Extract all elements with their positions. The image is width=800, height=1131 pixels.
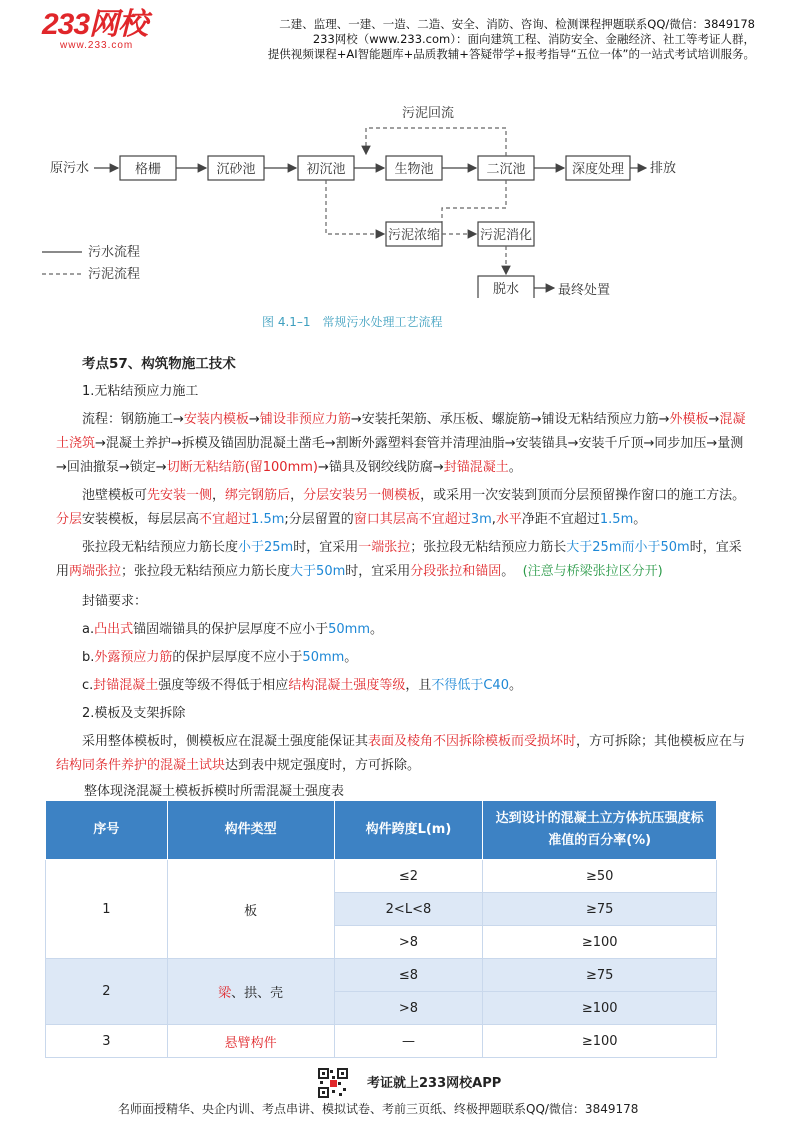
page-header	[0, 0, 800, 70]
logo-url: www.233.com	[60, 40, 134, 51]
cell-percent: ≥100	[483, 926, 717, 959]
flow-text-bio: 生物池	[394, 161, 434, 176]
cell-no: 3	[46, 1025, 168, 1058]
strength-table	[45, 800, 717, 1058]
cell-span: >8	[334, 926, 483, 959]
flow-text-screen: 格栅	[134, 161, 162, 176]
flow-label-source: 原污水	[50, 160, 90, 175]
cell-percent: ≥100	[483, 992, 717, 1025]
cell-percent: ≥50	[483, 860, 717, 893]
legend-sewage-label: 污水流程	[88, 244, 141, 259]
flow-label-final: 最终处置	[558, 282, 611, 297]
header-service-line: 提供视频课程+AI智能题库+品质教辅+答疑带学+报考指导“五位一体”的一站式考试培训服务。	[267, 47, 755, 61]
flow-text-advanced: 深度处理	[571, 161, 625, 176]
sewage-process-flowchart	[40, 98, 730, 298]
cell-percent: ≥100	[483, 1025, 717, 1058]
flow-text-thicken: 污泥浓缩	[387, 227, 441, 242]
cell-type: 板	[167, 860, 334, 959]
cell-type: 梁、拱、壳	[167, 959, 334, 1025]
cell-span: ≤8	[334, 959, 483, 992]
header-contact-line: 二建、监理、一建、一造、二造、安全、消防、咨询、检测课程押题联系QQ/微信：3849178	[279, 17, 755, 31]
logo	[42, 10, 147, 51]
anchor-item-b: b.外露预应力筋的保护层厚度不应小于50mm。	[82, 650, 358, 665]
cell-span: 2<L<8	[334, 893, 483, 926]
anchor-title: 封锚要求：	[82, 594, 148, 609]
table-row	[46, 1025, 717, 1058]
flow-text-dewater: 脱水	[492, 281, 520, 296]
process-paragraph: 流程：钢筋施工→安装内模板→铺设非预应力筋→安装托架筋、承压板、螺旋筋→铺设无粘结预应力筋→外模板→混凝土浇筑→混凝土养护→拆模及锚固肋混凝土凿毛→割断外露塑料套管并清理油脂→安装锚具→安装千斤顶→同步加压→量测→回油撤泵→锁定→切断无粘结筋(留100mm)→锚具及钢绞线防腐→封锚混凝土。	[56, 412, 746, 475]
flow-label-discharge: 排放	[650, 160, 677, 175]
table-row	[46, 860, 717, 893]
col-header-no: 序号	[46, 801, 168, 860]
anchor-item-a: a.凸出式锚固端锚具的保护层厚度不应小于50mm。	[82, 622, 384, 637]
flow-text-digest: 污泥消化	[479, 227, 533, 242]
table-row	[46, 959, 717, 992]
cell-percent: ≥75	[483, 893, 717, 926]
figure-caption: 图 4.1–1 常规污水处理工艺流程	[262, 315, 443, 329]
table-caption: 整体现浇混凝土模板拆模时所需混凝土强度表	[84, 784, 345, 799]
flow-text-grit: 沉砂池	[216, 161, 256, 176]
cell-no: 2	[46, 959, 168, 1025]
col-header-type: 构件类型	[167, 801, 334, 860]
removal-paragraph: 采用整体模板时，侧模板应在混凝土强度能保证其表面及棱角不因拆除模板而受损坏时，方可拆除；其他模板应在与结构同条件养护的混凝土试块达到表中规定强度时，方可拆除。	[56, 734, 746, 773]
logo-text: 233网校	[42, 8, 148, 41]
section-2-title: 2.模板及支架拆除	[82, 706, 186, 721]
formwork-paragraph: 池壁模板可先安装一侧，绑完钢筋后，分层安装另一侧模板，或采用一次安装到顶而分层预留操作窗口的施工方法。分层安装模板，每层层高不宜超过1.5m;分层留置的窗口其层高不宜超过3m,水平净距不宜超过1.5m。	[56, 488, 746, 527]
topic-heading: 考点57、构筑物施工技术	[82, 356, 236, 372]
flow-text-secondary: 二沉池	[486, 161, 526, 176]
section-1-title: 1.无粘结预应力施工	[82, 384, 199, 399]
cell-no: 1	[46, 860, 168, 959]
cell-percent: ≥75	[483, 959, 717, 992]
header-intro-line: 233网校（www.233.com）：面向建筑工程、消防安全、金融经济、社工等考证人群，	[312, 32, 755, 46]
tensioning-paragraph: 张拉段无粘结预应力筋长度小于25m时，宜采用一端张拉；张拉段无粘结预应力筋长大于25m而小于50m时，宜采用两端张拉；张拉段无粘结预应力筋长度大于50m时，宜采用分段张拉和锚固。 (注意与桥梁张拉区分开)	[56, 540, 742, 579]
footer-line: 名师面授精华、央企内训、考点串讲、模拟试卷、考前三页纸、终极押题联系QQ/微信：3849178	[118, 1102, 639, 1116]
anchor-item-c: c.封锚混凝土强度等级不得低于相应结构混凝土强度等级，且不得低于C40。	[82, 678, 522, 693]
page-footer	[0, 1066, 800, 1131]
qr-code-icon	[318, 1068, 348, 1098]
cell-span: >8	[334, 992, 483, 1025]
legend-sludge-label: 污泥流程	[88, 266, 141, 281]
main-content	[56, 352, 746, 778]
cell-span: —	[334, 1025, 483, 1058]
col-header-span: 构件跨度L(m)	[334, 801, 483, 860]
flow-label-return: 污泥回流	[402, 105, 455, 120]
cell-span: ≤2	[334, 860, 483, 893]
flow-text-primary: 初沉池	[306, 161, 346, 176]
table-header-row	[46, 801, 717, 860]
cell-type: 悬臂构件	[167, 1025, 334, 1058]
col-header-percent: 达到设计的混凝土立方体抗压强度标准值的百分率(%)	[483, 801, 717, 860]
footer-title: 考证就上233网校APP	[367, 1076, 502, 1091]
